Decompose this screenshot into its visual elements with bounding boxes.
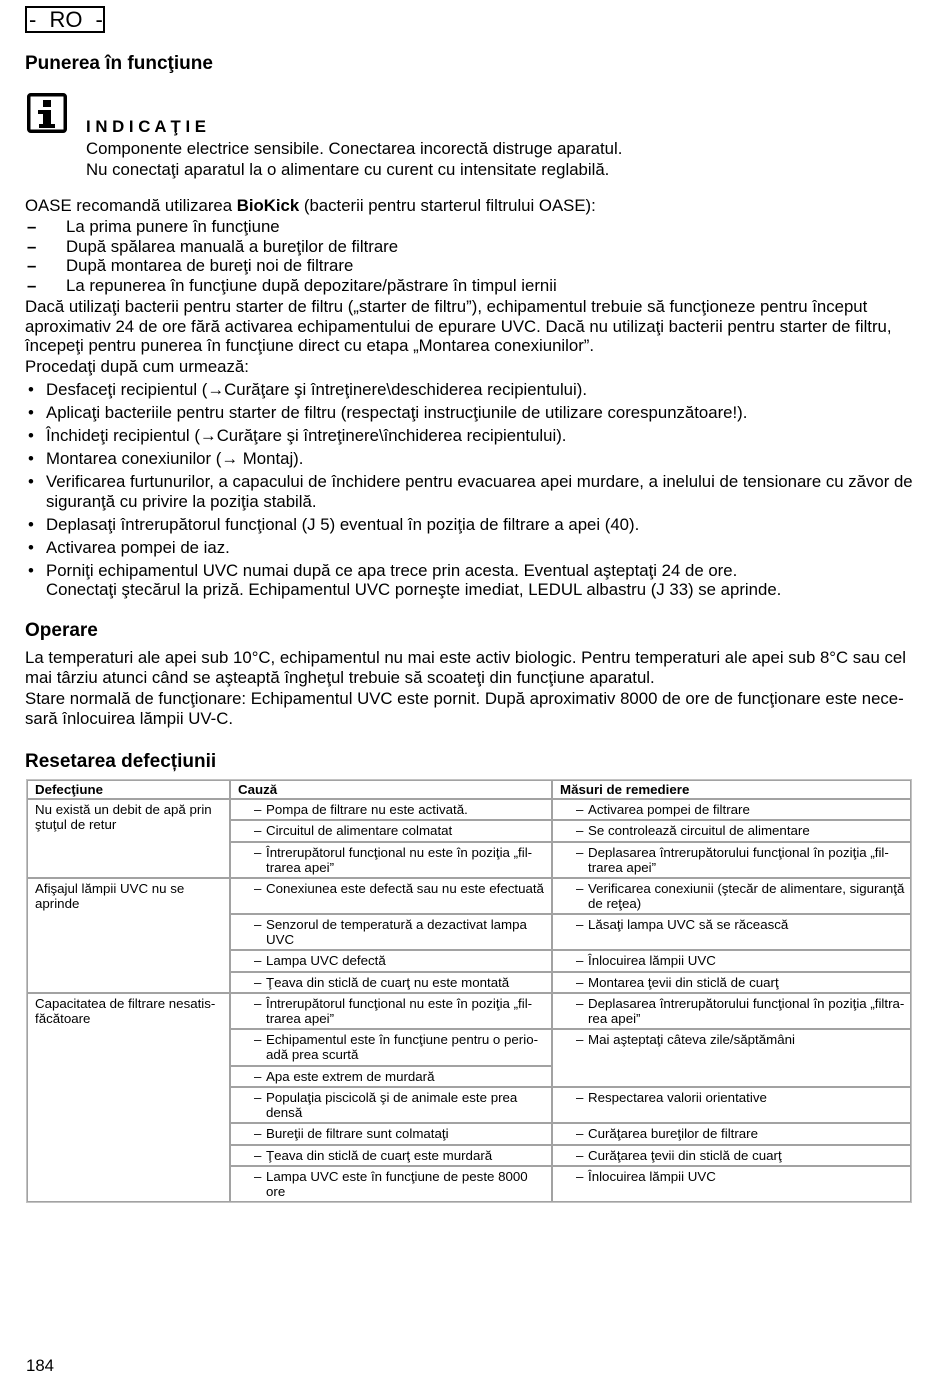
notice-line: Componente electrice sensibile. Conectarea incorectă distruge aparatul.	[86, 138, 623, 158]
remedy-cell: – Se controlează circuitul de alimentare	[552, 820, 911, 841]
cause-cell: – Conexiunea este defectă sau nu este efectuată	[230, 878, 552, 914]
procedure-step: • Activarea pompei de iaz.	[25, 538, 913, 558]
starter-filter-note: Dacă utilizaţi bacterii pentru starter de filtru („starter de filtru”), echipamentul trebuie să funcţioneze pentru început aproximativ 24 de ore fără activarea echipamentului de epurare UVC. Dacă nu utilizaţi bacterii pentru starter de filtru, începeţi pentru punerea în funcţiune direct cu etapa „Montarea conexiunilor”.	[25, 297, 892, 356]
remedy-cell: – Respectarea valorii orientative	[552, 1087, 911, 1123]
fault-cell: Capacitatea de filtrare nesatis- făcătoare	[27, 993, 230, 1202]
use-case-item: – După montarea de bureţi noi de filtrare	[25, 256, 913, 276]
column-header-cause: Cauză	[230, 780, 552, 799]
remedy-cell: – Mai aşteptaţi câteva zile/săptămâni	[552, 1029, 911, 1087]
page-number: 184	[26, 1356, 54, 1375]
procedure-step: • Desfaceţi recipientul (→Curăţare şi întreţinere\deschiderea recipientului).	[25, 380, 913, 400]
recommendation-text-end: (bacterii pentru starterul filtrului OASE):	[299, 196, 596, 216]
cause-cell: – Bureţii de filtrare sunt colmataţi	[230, 1123, 552, 1144]
cause-cell: – Populaţia piscicolă şi de animale este prea densă	[230, 1087, 552, 1123]
notice-block	[86, 116, 622, 181]
remedy-cell: – Lăsaţi lampa UVC să se răcească	[552, 914, 911, 950]
biokick-recommendation	[25, 196, 913, 216]
operation-paragraph: La temperaturi ale apei sub 10°C, echipamentul nu mai este activ biologic. Pentru temperaturi ale apei sub 8°C sau cel mai târziu atunci când se aşteaptă îngheţul trebuie să scoateţi din funcţiune aparatul.	[25, 648, 906, 687]
procedure-step: • Verificarea furtunurilor, a capacului de închidere pentru evacuarea apei murdare, a inelului de tensionare cu zăvor de siguranţă cu privire la poziţia stabilă.	[25, 472, 913, 511]
cause-cell: – Întrerupătorul funcţional nu este în poziţia „fil- trarea apei”	[230, 993, 552, 1029]
cause-cell: – Apa este extrem de murdară	[230, 1066, 552, 1087]
procedure-step: • Deplasaţi întrerupătorul funcţional (J 5) eventual în poziţia de filtrare a apei (40).	[25, 515, 913, 535]
table-header-row	[27, 780, 911, 799]
cause-cell: – Echipamentul este în funcţiune pentru o perio- adă prea scurtă	[230, 1029, 552, 1065]
troubleshooting-table	[26, 779, 912, 1203]
use-case-item: – După spălarea manuală a bureţilor de filtrare	[25, 237, 913, 257]
remedy-cell: – Înlocuirea lămpii UVC	[552, 1166, 911, 1202]
table-row	[27, 799, 911, 820]
cause-cell: – Circuitul de alimentare colmatat	[230, 820, 552, 841]
cause-cell: – Pompa de filtrare nu este activată.	[230, 799, 552, 820]
remedy-cell: – Înlocuirea lămpii UVC	[552, 950, 911, 971]
remedy-cell: – Deplasarea întrerupătorului funcţional în poziţia „fil- trarea apei”	[552, 842, 911, 878]
use-case-item: – La repunerea în funcţiune după depozitare/păstrare în timpul iernii	[25, 276, 913, 296]
cause-cell: – Ţeava din sticlă de cuarţ nu este montată	[230, 972, 552, 993]
notice-title: I N D I C A Ţ I E	[86, 117, 206, 136]
table-row	[27, 993, 911, 1029]
section-heading-commissioning: Punerea în funcţiune	[25, 53, 213, 74]
remedy-cell: – Montarea ţevii din sticlă de cuarţ	[552, 972, 911, 993]
remedy-cell: – Activarea pompei de filtrare	[552, 799, 911, 820]
cause-cell: – Senzorul de temperatură a dezactivat lampa UVC	[230, 914, 552, 950]
info-icon	[27, 93, 67, 133]
remedy-cell: – Deplasarea întrerupătorului funcţional în poziţia „filtra- rea apei”	[552, 993, 911, 1029]
cause-cell: – Lampa UVC defectă	[230, 950, 552, 971]
remedy-cell: – Verificarea conexiunii (ştecăr de alimentare, siguranţă de reţea)	[552, 878, 911, 914]
use-case-item: – La prima punere în funcţiune	[25, 217, 913, 237]
procedure-intro: Procedaţi după cum urmează:	[25, 357, 249, 377]
cause-cell: – Lampa UVC este în funcţiune de peste 8000 ore	[230, 1166, 552, 1202]
section-heading-operation: Operare	[25, 620, 98, 641]
procedure-step: • Închideţi recipientul (→Curăţare şi întreţinere\închiderea recipientului).	[25, 426, 913, 446]
column-header-remedy: Măsuri de remediere	[552, 780, 911, 799]
notice-line: Nu conectaţi aparatul la o alimentare cu curent cu intensitate reglabilă.	[86, 160, 610, 179]
remedy-cell: – Curăţarea bureţilor de filtrare	[552, 1123, 911, 1144]
procedure-step: • Montarea conexiunilor (→ Montaj).	[25, 449, 913, 469]
procedure-step: • Aplicaţi bacteriile pentru starter de filtru (respectaţi instrucţiunile de utilizare corespunzătoare!).	[25, 403, 913, 423]
use-case-list	[25, 217, 913, 295]
procedure-step: • Porniţi echipamentul UVC numai după ce apa trece prin acesta. Eventual aşteptaţi 24 de ore. Conectaţi ştecărul la priză. Echipamentul UVC porneşte imediat, LEDUL albastru (J 33) se aprinde.	[25, 561, 913, 600]
cause-cell: – Întrerupătorul funcţional nu este în poziţia „fil- trarea apei”	[230, 842, 552, 878]
cause-cell: – Ţeava din sticlă de cuarţ este murdară	[230, 1145, 552, 1166]
fault-cell: Nu există un debit de apă prin ştuţul de retur	[27, 799, 230, 878]
brand-name: BioKick	[236, 196, 300, 216]
fault-cell: Afişajul lămpii UVC nu se aprinde	[27, 878, 230, 993]
procedure-steps	[25, 380, 913, 600]
recommendation-text: OASE recomandă utilizarea	[25, 196, 237, 216]
table-row	[27, 878, 911, 914]
remedy-cell: – Curăţarea ţevii din sticlă de cuarţ	[552, 1145, 911, 1166]
column-header-fault: Defecţiune	[27, 780, 230, 799]
commissioning-body	[25, 196, 913, 600]
operation-body	[25, 648, 906, 728]
operation-paragraph: Stare normală de funcţionare: Echipamentul UVC este pornit. După aproximativ 8000 de ore de funcţionare este nece- sară înlocuirea lămpii UV-C.	[25, 689, 904, 728]
section-heading-troubleshooting: Resetarea defecțiunii	[25, 751, 217, 772]
language-tag: - RO -	[25, 6, 105, 33]
